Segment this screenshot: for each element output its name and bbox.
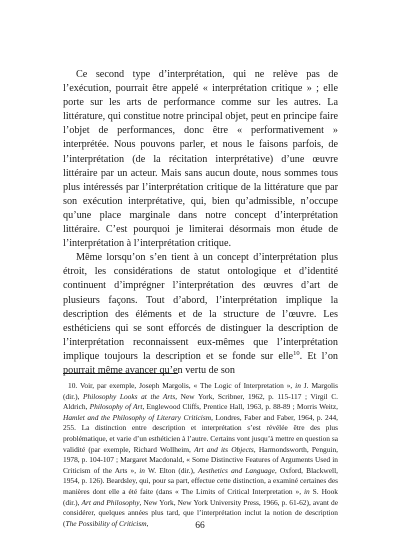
footnote-book-title: Aesthetics and Language: [197, 465, 275, 475]
footnote-book-title: Philosophy of Art: [89, 402, 143, 412]
footnote-segment: , Londres, Faber and Faber, 1964, p. 244, 255. La distinction entre description et interprétation s’est révélée être des plus problématique, et varie d’un esthéticien à l’autre. Certains vont jusqu’à mettre en question sa validité (par exemple, Richard Wollheim,: [63, 412, 338, 454]
paragraph-1: Ce second type d’interprétation, qui ne relève pas de l’exécution, pourrait être appelé « interprétation critique » ; elle porte sur les arts de performance comme sur les autres. La littérature, qui constitue notre principal objet, peut en principe faire l’objet de performances, donc être « performativement » interprétée. Nous pouvons parler, et nous le faisons parfois, de l’interprétation (de la récitation interprétative) d’une œuvre littéraire par un acteur. Mais sans aucun doute, nous sommes tous plus intéressés par l’interprétation critique de la littérature que par son exécution interprétative, qui, bien qu’admissible, n’occupe qu’une place marginale dans notre concept d’interprétation littéraire. C’est pourquoi je limiterai désormais mon étude de l’interprétation à l’interprétation critique.: [63, 69, 338, 250]
footnote-segment: , New York, Scribner, 1962, p. 115-117 ; Virgil C. Aldrich,: [63, 391, 338, 412]
footnote-italic: in: [295, 381, 301, 390]
footnote-segment: ,: [146, 518, 149, 528]
footnote-book-title: Art and its Objects: [194, 444, 254, 454]
paragraph-2-tail: . Et l’on pourrait même avancer qu’en vertu de son: [63, 350, 339, 376]
footnote-segment: , New York, New York University Press, 1966, p. 61-62), avant de considérer, quelques années plus tard, que l’interprétation inclut la notion de description (: [63, 497, 338, 528]
footnote-10: [63, 381, 338, 529]
footnote-segment: S. Hook (dir.),: [63, 486, 338, 507]
footnote-book-title: The Possibility of Criticism: [65, 518, 147, 528]
main-text: [63, 68, 338, 378]
page-number: 66: [195, 521, 205, 531]
footnote-segment: 10. Voir, par exemple, Joseph Margolis, « The Logic of Interpretation »,: [68, 381, 296, 390]
footnote-segment: , Oxford, Blackwell, 1954, p. 126). Beardsley, qui, pour sa part, effectue cette distinction, a examiné certaines des manières dont elle a été faite (dans « The Limits of Critical Interpretation »,: [63, 465, 338, 496]
footnote-segment: W. Elton (dir.),: [144, 465, 198, 475]
footnote-book-title: Philosophy Looks at the Arts: [83, 391, 176, 401]
footnote-italic: in: [139, 465, 145, 475]
footnote-segment: , Harmondsworth, Penguin, 1978, p. 104-107 ; Margaret Macdonald, « Some Distinctive Features of Arguments Used in Criticism of the Arts »,: [63, 444, 338, 475]
paragraph-2: [63, 251, 338, 378]
paragraph-2-text: Même lorsqu’on s’en tient à un concept d’interprétation plus étroit, les considérations de statut ontologique et d’identité continuent d’imprégner l’interprétation des œuvres d’art de plusieurs façons. Tout d’abord, l’interprétation implique la description des éléments et de la structure de l’œuvre. Les esthéticiens qui se sont efforcés de distinguer la description de l’interprétation reconnaissent eux-mêmes que l’interprétation implique toujours la description et se fonde sur elle: [63, 252, 338, 362]
footnote-book-title: Art and Philosophy: [81, 497, 140, 507]
footnote-reference[interactable]: 10: [293, 349, 300, 357]
footnote-book-title: Hamlet and the Philosophy of Literary Criticism: [63, 412, 212, 422]
footnote-separator-rule: [63, 373, 178, 374]
footnote-text: [63, 381, 338, 529]
footnote-italic: in: [304, 486, 310, 496]
footnote-segment: J. Margolis (dir.),: [63, 381, 338, 401]
footnote-segment: , Englewood Cliffs, Prentice Hall, 1963, p. 88-89 ; Morris Weitz,: [142, 402, 339, 412]
